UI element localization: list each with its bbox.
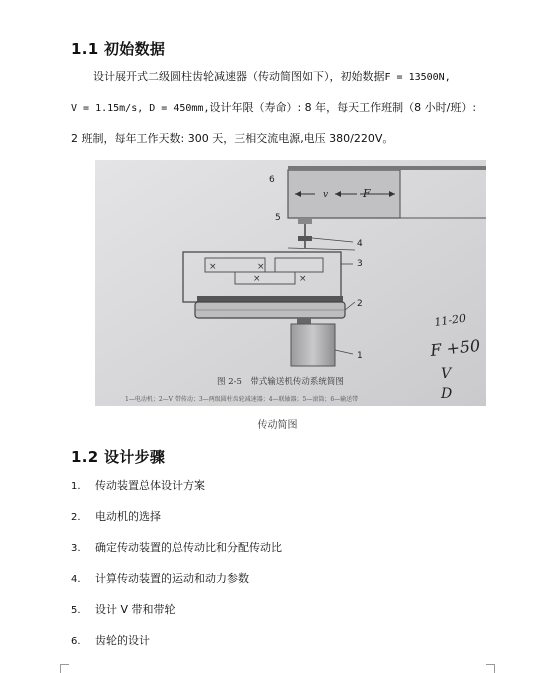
label-4: 4 xyxy=(357,239,363,249)
label-2: 2 xyxy=(357,299,363,309)
step-item xyxy=(71,625,282,656)
label-3: 3 xyxy=(357,259,363,269)
label-1: 1 xyxy=(357,351,363,361)
handwriting-3: V xyxy=(441,366,452,382)
step-number: 3. xyxy=(71,543,81,554)
transmission-diagram-svg xyxy=(95,160,486,406)
para-line-1 xyxy=(71,62,501,93)
photo-figure-legend: 1—电动机；2—V 带传动；3—两级圆柱齿轮减速器；4—联轴器；5—滚筒；6—输送带 xyxy=(125,396,359,403)
step-item xyxy=(71,501,282,532)
step-number: 1. xyxy=(71,481,81,492)
line2-formula: V = 1.15m/s, D = 450mm, xyxy=(71,103,210,114)
svg-text:×: × xyxy=(299,274,307,284)
handwriting-4: D xyxy=(441,386,453,402)
para-line-3: 2 班制，每年工作天数: 300 天，三相交流电源,电压 380/220V。 xyxy=(71,132,394,145)
section-heading-initial-data: 1.1 初始数据 xyxy=(71,40,166,58)
line2-text: 设计年限（寿命）: 8 年，每天工作班制（8 小时/班）: xyxy=(209,101,477,114)
step-number: 5. xyxy=(71,605,81,616)
svg-text:×: × xyxy=(253,274,261,284)
arrow-f-label: F xyxy=(363,187,371,200)
initial-data-paragraph xyxy=(71,62,501,154)
handwriting-2: F +50 xyxy=(429,335,482,360)
figure-caption: 传动简图 xyxy=(257,420,298,431)
handwriting-1: 11-20 xyxy=(433,311,467,329)
step-item xyxy=(71,563,282,594)
line1-formula: F = 13500N, xyxy=(384,72,451,83)
step-text: 计算传动装置的运动和动力参数 xyxy=(95,572,249,585)
label-6: 6 xyxy=(269,175,275,185)
step-text: 设计 V 带和带轮 xyxy=(95,603,176,616)
svg-text:×: × xyxy=(257,262,265,272)
step-number: 4. xyxy=(71,574,81,585)
step-item xyxy=(71,532,282,563)
photo-figure-title: 图 2-5 带式输送机传动系统简图 xyxy=(217,377,344,387)
step-item xyxy=(71,594,282,625)
step-text: 传动装置总体设计方案 xyxy=(95,479,205,492)
design-steps-list xyxy=(71,470,282,656)
svg-text:×: × xyxy=(209,262,217,272)
line1-text: 设计展开式二级圆柱齿轮减速器（传动简图如下），初始数据 xyxy=(93,70,385,83)
arrow-v-label: v xyxy=(323,190,329,200)
step-item xyxy=(71,470,282,501)
step-number: 2. xyxy=(71,512,81,523)
step-text: 齿轮的设计 xyxy=(95,634,150,647)
step-text: 确定传动装置的总传动比和分配传动比 xyxy=(95,541,282,554)
section-heading-design-steps: 1.2 设计步骤 xyxy=(71,448,166,466)
label-5: 5 xyxy=(275,213,281,223)
para-line-2 xyxy=(71,93,501,124)
step-number: 6. xyxy=(71,636,81,647)
step-text: 电动机的选择 xyxy=(95,510,161,523)
transmission-diagram-photo xyxy=(95,160,486,406)
